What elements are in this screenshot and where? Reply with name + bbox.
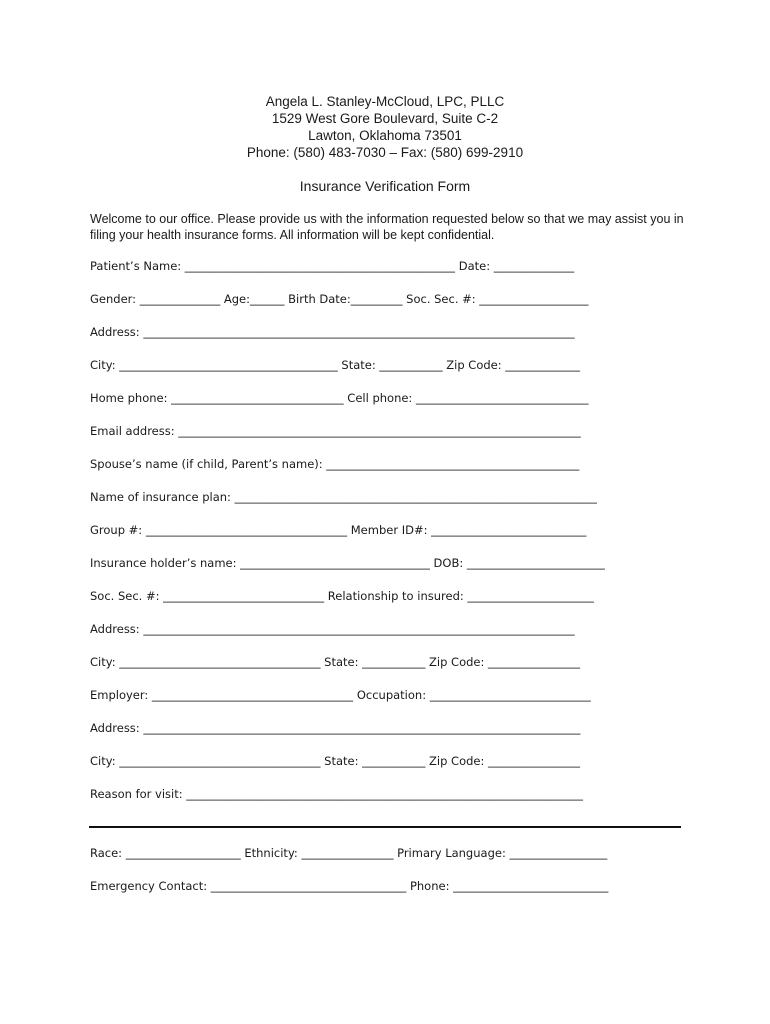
demographics-row[interactable]: Race: ____________________ Ethnicity: ________________ Primary Language: _________________ [90, 846, 608, 860]
patient-address-row[interactable]: Address: ___________________________________________________________________________ [90, 325, 575, 339]
form-title: Insurance Verification Form [299, 178, 471, 194]
email-row[interactable]: Email address: ______________________________________________________________________ [90, 424, 581, 438]
gender-age-row[interactable]: Gender: ______________ Age:______ Birth Date:_________ Soc. Sec. #: ___________________ [90, 292, 589, 306]
phone-row[interactable]: Home phone: ______________________________ Cell phone: ______________________________ [90, 391, 589, 405]
insurance-holder-row[interactable]: Insurance holder’s name: _________________________________ DOB: ________________________ [90, 556, 605, 570]
holder-ssn-row[interactable]: Soc. Sec. #: ____________________________ Relationship to insured: ______________________ [90, 589, 594, 603]
practice-phone-fax: Phone: (580) 483-7030 – Fax: (580) 699-2910 [246, 145, 524, 160]
employer-row[interactable]: Employer: ___________________________________ Occupation: ____________________________ [90, 688, 591, 702]
section-divider [89, 826, 681, 828]
practice-header [0, 93, 770, 161]
holder-city-row[interactable]: City: ___________________________________ State: ___________ Zip Code: ________________ [90, 655, 581, 669]
employer-city-row[interactable]: City: ___________________________________ State: ___________ Zip Code: ________________ [90, 754, 581, 768]
patient-name-row[interactable]: Patient’s Name: _______________________________________________ Date: ______________ [90, 259, 575, 273]
spouse-name-row[interactable]: Spouse’s name (if child, Parent’s name): ____________________________________________ [90, 457, 580, 471]
emergency-contact-row[interactable]: Emergency Contact: __________________________________ Phone: ___________________________ [90, 879, 609, 893]
group-member-row[interactable]: Group #: ___________________________________ Member ID#: ___________________________ [90, 523, 587, 537]
practice-address: 1529 West Gore Boulevard, Suite C-2 [271, 111, 499, 126]
reason-for-visit-row[interactable]: Reason for visit: _____________________________________________________________________ [90, 787, 584, 801]
insurance-plan-row[interactable]: Name of insurance plan: _______________________________________________________________ [90, 490, 597, 504]
practice-city: Lawton, Oklahoma 73501 [308, 128, 462, 143]
practice-name: Angela L. Stanley-McCloud, LPC, PLLC [265, 94, 505, 109]
employer-address-row[interactable]: Address: ____________________________________________________________________________ [90, 721, 581, 735]
holder-address-row[interactable]: Address: ___________________________________________________________________________ [90, 622, 575, 636]
patient-city-row[interactable]: City: ______________________________________ State: ___________ Zip Code: _____________ [90, 358, 581, 372]
intro-paragraph: Welcome to our office. Please provide us with the information requested below so that we may assist you in filing your health insurance forms. All information will be kept confidential. [90, 212, 684, 242]
